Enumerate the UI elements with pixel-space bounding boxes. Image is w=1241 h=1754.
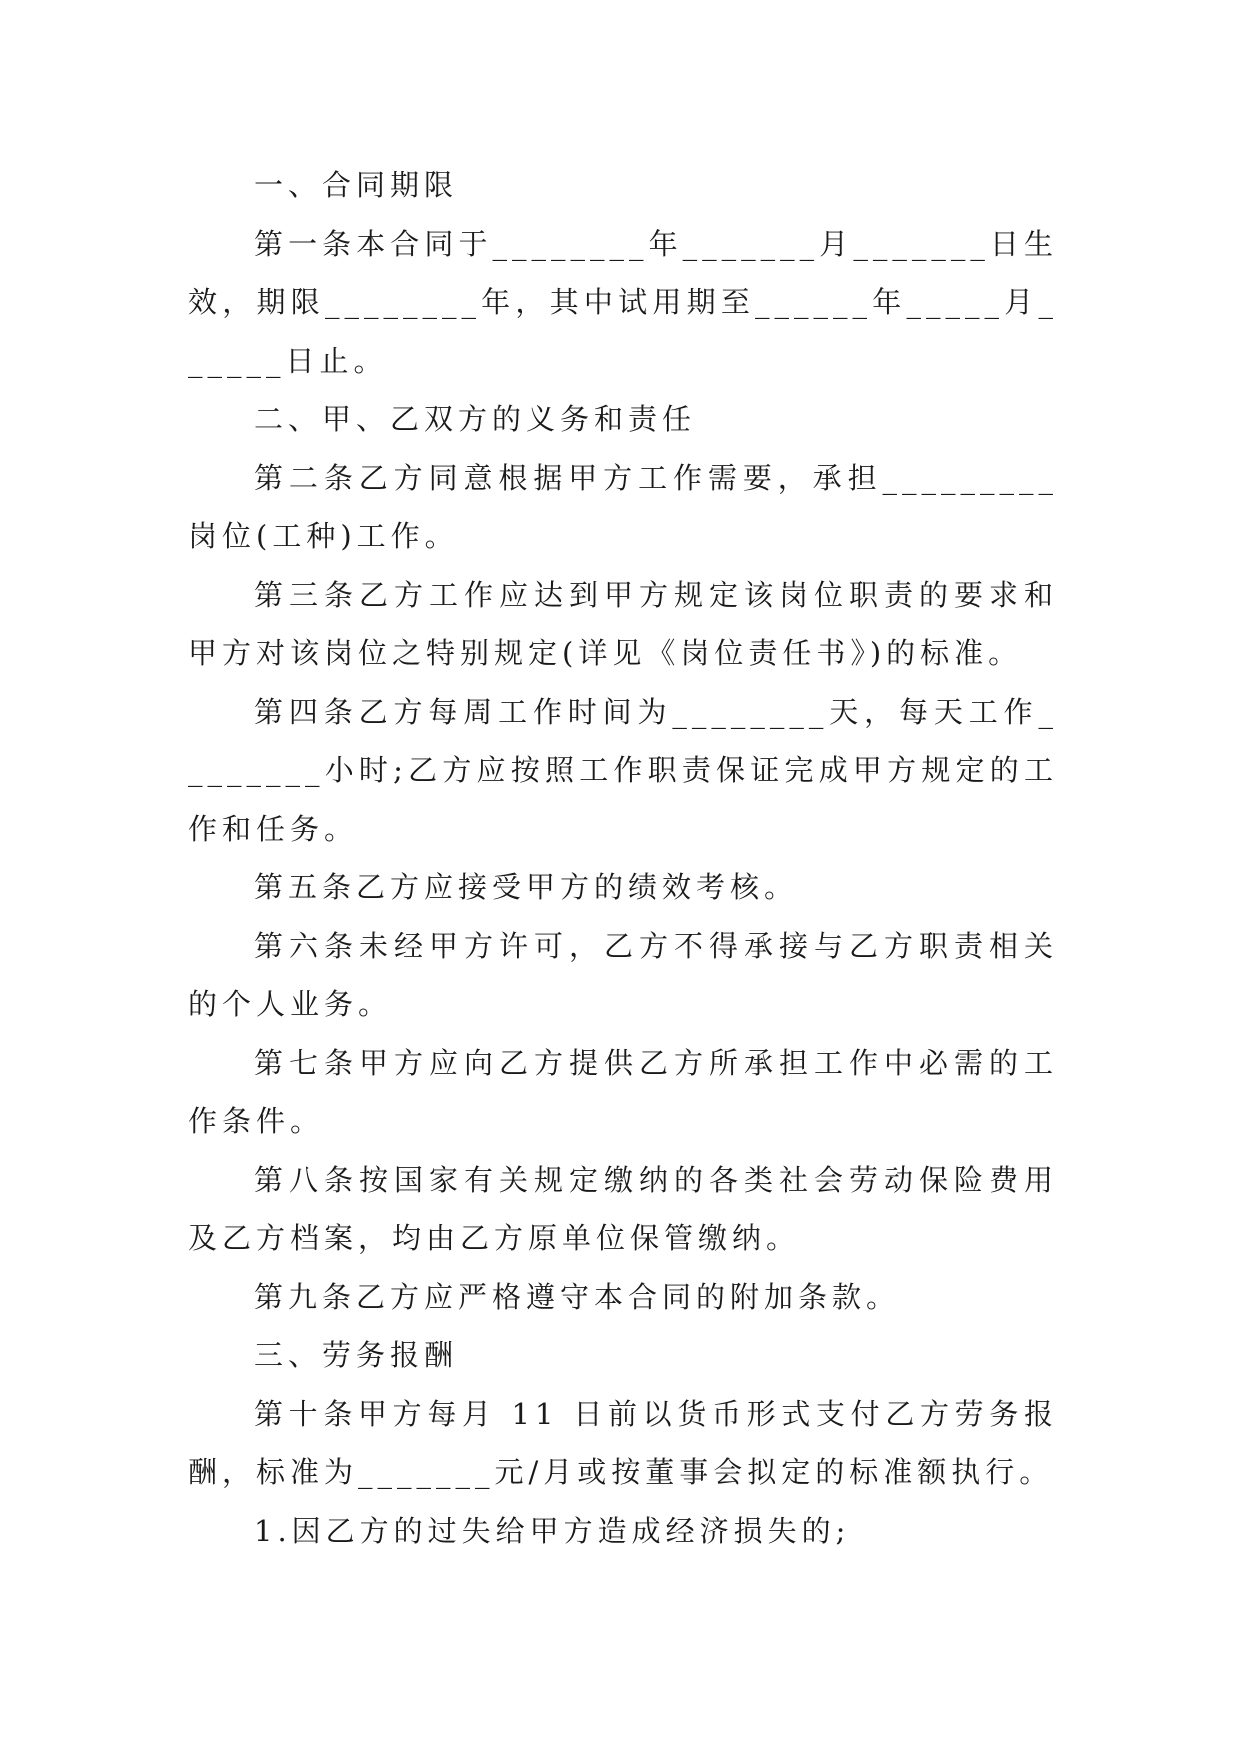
section-heading-pay: 三、劳务报酬 bbox=[254, 1338, 459, 1372]
article-10: 第十条甲方每月 11 日前以货币形式支付乙方劳务报酬，标准为_______元/月或按董事会拟定的标准额执行。 bbox=[188, 1396, 1058, 1489]
article-8: 第八条按国家有关规定缴纳的各类社会劳动保险费用及乙方档案，均由乙方原单位保管缴纳。 bbox=[188, 1162, 1058, 1255]
document-body bbox=[188, 156, 1058, 1560]
list-item: 1.因乙方的过失给甲方造成经济损失的; bbox=[254, 1513, 851, 1548]
article-1: 第一条本合同于________年_______月_______日生效，期限________年，其中试用期至______年_____月______日止。 bbox=[188, 226, 1058, 378]
article-4: 第四条乙方每周工作时间为________天，每天工作________小时;乙方应按照工作职责保证完成甲方规定的工作和任务。 bbox=[188, 694, 1058, 846]
article-5: 第五条乙方应接受甲方的绩效考核。 bbox=[254, 870, 799, 904]
article-7: 第七条甲方应向乙方提供乙方所承担工作中必需的工作条件。 bbox=[188, 1045, 1058, 1138]
article-6: 第六条未经甲方许可，乙方不得承接与乙方职责相关的个人业务。 bbox=[188, 928, 1058, 1021]
article-9: 第九条乙方应严格遵守本合同的附加条款。 bbox=[254, 1279, 901, 1314]
article-3: 第三条乙方工作应达到甲方规定该岗位职责的要求和甲方对该岗位之特别规定(详见《岗位责任书》)的标准。 bbox=[188, 577, 1058, 670]
article-2: 第二条乙方同意根据甲方工作需要，承担_________岗位(工种)工作。 bbox=[188, 460, 1058, 553]
section-heading-duties: 二、甲、乙双方的义务和责任 bbox=[254, 402, 697, 436]
section-heading-term: 一、合同期限 bbox=[254, 168, 459, 202]
